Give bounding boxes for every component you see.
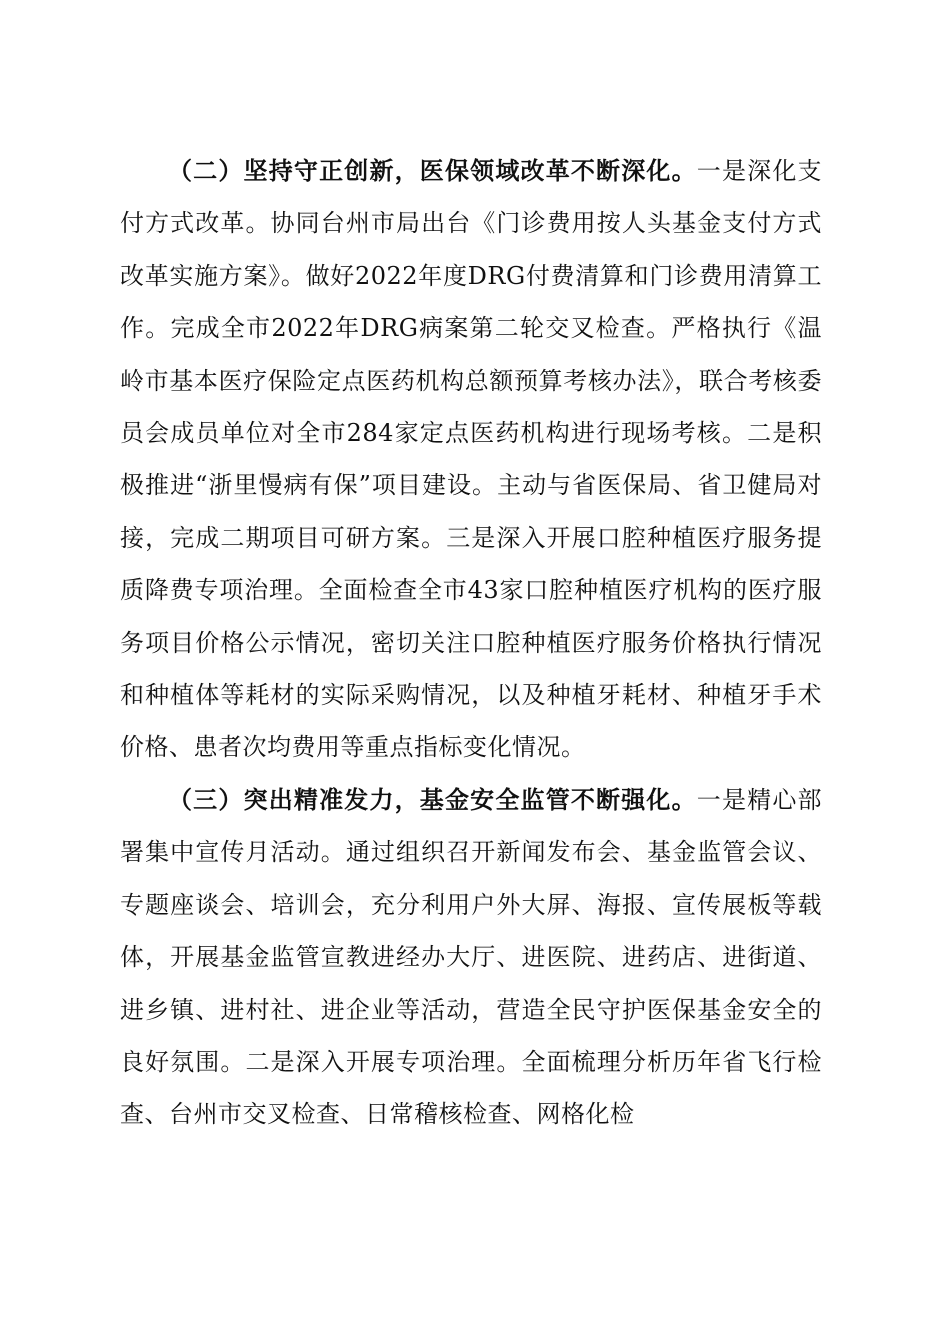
paragraph-text: 一是精心部署集中宣传月活动。通过组织召开新闻发布会、基金监管会议、专题座谈会、培训会，充分利用户外大屏、海报、宣传展板等载体，开展基金监管宣教进经办大厅、进医院、进药店、进街道、进乡镇、进村社、进企业等活动，营造全民守护医保基金安全的良好氛围。二是深入开展专项治理。全面梳理分析历年省飞行检查、台州市交叉检查、日常稽核检查、网格化检 — [120, 785, 823, 1129]
document-body — [120, 145, 822, 1141]
paragraph-heading: （二）坚持守正创新，医保领域改革不断深化。 — [168, 156, 697, 185]
paragraph-reform — [120, 145, 822, 774]
paragraph-heading: （三）突出精准发力，基金安全监管不断强化。 — [168, 784, 697, 814]
paragraph-text: 一是深化支付方式改革。协同台州市局出台《门诊费用按人头基金支付方式改革实施方案》。做好2022年度DRG付费清算和门诊费用清算工作。完成全市2022年DRG病案第二轮交叉检查。严格执行《温岭市基本医疗保险定点医药机构总额预算考核办法》，联合考核委员会成员单位对全市284家定点医药机构进行现场考核。二是积极推进“浙里慢病有保”项目建设。主动与省医保局、省卫健局对接，完成二期项目可研方案。三是深入开展口腔种植医疗服务提质降费专项治理。全面检查全市43家口腔种植医疗机构的医疗服务项目价格公示情况，密切关注口腔种植医疗服务价格执行情况和种植体等耗材的实际采购情况，以及种植牙耗材、种植牙手术价格、患者次均费用等重点指标变化情况。 — [120, 157, 823, 762]
paragraph-supervision — [120, 774, 822, 1141]
